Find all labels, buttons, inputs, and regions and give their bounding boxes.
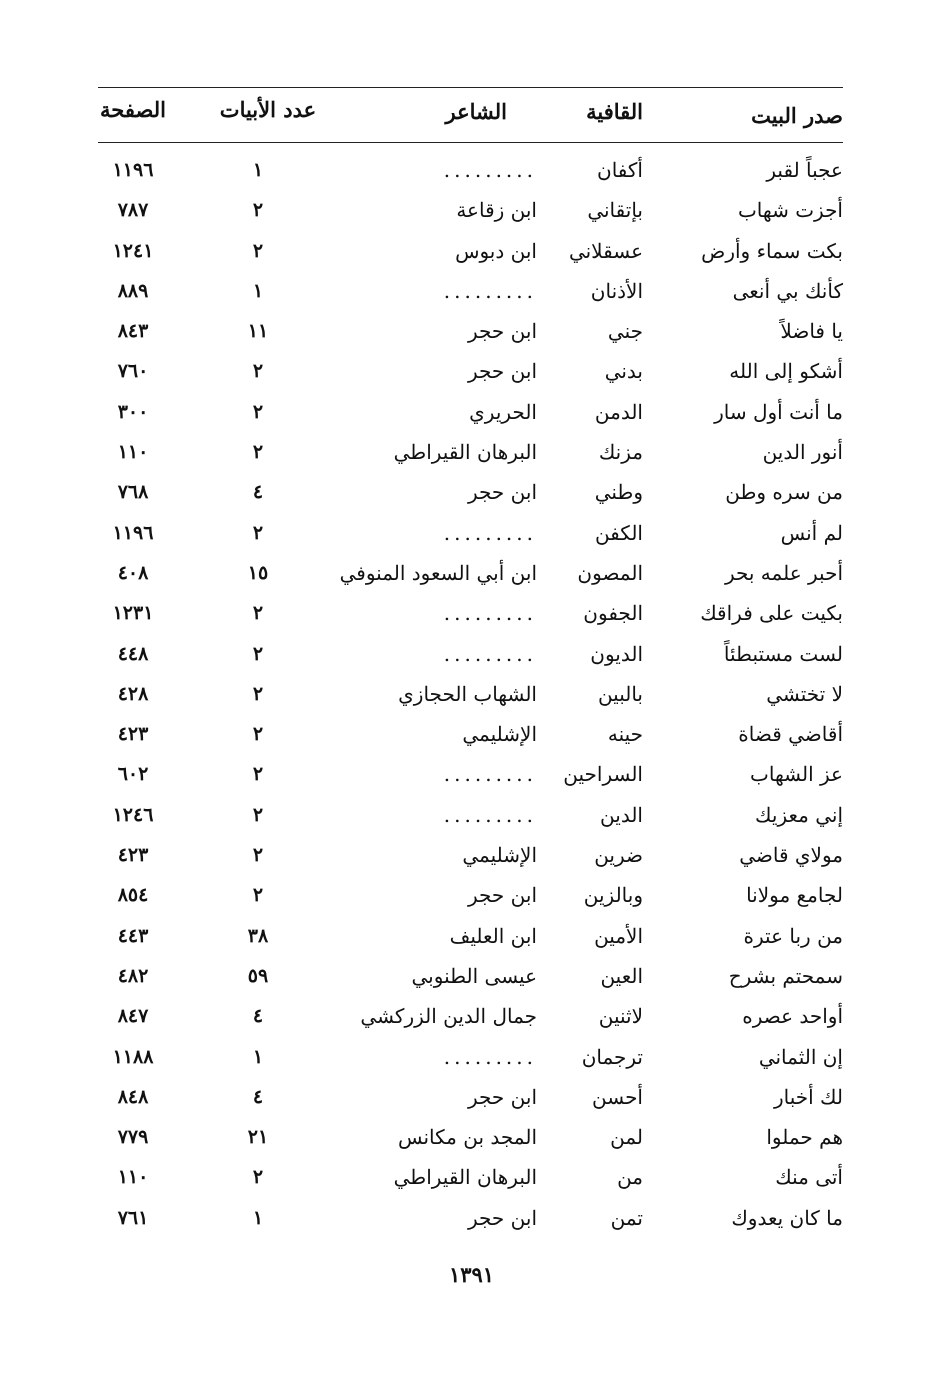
poet-cell: ابن دبوس — [455, 238, 537, 263]
verse-cell: عجباً لقبر — [766, 158, 843, 182]
page-cell: ١١٠ — [117, 441, 149, 464]
verse-cell: ما كان يعدوك — [731, 1205, 843, 1230]
page-cell: ٤٤٣ — [117, 924, 149, 947]
count-cell: ٢ — [252, 602, 264, 625]
page-cell: ٧٨٧ — [117, 199, 149, 222]
count-cell: ١ — [252, 279, 264, 302]
rhyme-cell: الدمن — [594, 399, 643, 424]
page-cell: ٤٠٨ — [117, 561, 149, 584]
page-cell: ٤٢٣ — [117, 844, 149, 867]
page-number: ١٣٩١ — [448, 1262, 495, 1287]
poet-cell: ......... — [443, 762, 537, 787]
page-cell: ٦٠٢ — [117, 763, 149, 786]
count-cell: ٢ — [252, 884, 264, 907]
rhyme-cell: ضرين — [594, 843, 643, 868]
count-cell: ٢ — [252, 682, 264, 705]
page-cell: ٨٥٤ — [117, 884, 149, 907]
count-cell: ٢ — [252, 803, 264, 826]
verse-cell: لا تختشي — [766, 681, 843, 706]
poet-cell: ابن العليف — [449, 923, 537, 948]
table-row — [98, 674, 843, 714]
verse-cell: إني معزيك — [755, 802, 843, 827]
count-cell: ٢ — [252, 521, 264, 544]
page-cell: ١٢٤١ — [112, 239, 154, 262]
rhyme-cell: بالبين — [597, 681, 643, 706]
verse-cell: من ربا عترة — [743, 923, 843, 948]
table-body — [98, 150, 843, 1238]
rhyme-cell: ترجمان — [581, 1044, 643, 1069]
count-cell: ٤ — [252, 481, 264, 504]
table-row — [98, 593, 843, 633]
table-row — [98, 553, 843, 593]
verse-cell: سمحتم بشرح — [728, 963, 843, 988]
page-cell: ١١٠ — [117, 1166, 149, 1189]
poet-cell: ......... — [443, 158, 537, 182]
rhyme-cell: الأذنان — [590, 278, 643, 303]
page-cell: ٤٨٢ — [117, 964, 149, 987]
verse-cell: لست مستبطئاً — [723, 641, 843, 666]
verse-cell: إن الثماني — [758, 1044, 843, 1069]
table-row — [98, 311, 843, 351]
table-row — [98, 472, 843, 512]
count-cell: ٢ — [252, 400, 264, 423]
rhyme-cell: الأمين — [594, 923, 643, 948]
rhyme-cell: بإتقاني — [587, 198, 643, 223]
poet-cell: الإشليمي — [462, 722, 537, 747]
poet-cell: الحريري — [469, 399, 537, 424]
table-row — [98, 190, 843, 230]
count-cell: ٢ — [252, 239, 264, 262]
verse-cell: بكيت على فراقك — [700, 601, 843, 626]
table-row — [98, 835, 843, 875]
count-cell: ١ — [252, 1206, 264, 1229]
table-row — [98, 996, 843, 1036]
verse-cell: أواحد عصره — [742, 1004, 843, 1029]
poet-cell: المجد بن مكانس — [397, 1125, 537, 1150]
table-row — [98, 1157, 843, 1197]
table-header — [98, 92, 843, 138]
poet-cell: البرهان القيراطي — [393, 1165, 537, 1190]
table-row — [98, 513, 843, 553]
rhyme-cell: المصون — [577, 560, 643, 585]
count-cell: ٥٩ — [247, 964, 269, 987]
verse-cell: لم أنس — [780, 520, 843, 545]
count-cell: ٢ — [252, 360, 264, 383]
page-cell: ٤٤٨ — [117, 642, 149, 665]
page-cell: ٤٢٨ — [117, 682, 149, 705]
table-row — [98, 754, 843, 794]
header-poet: الشاعر — [445, 99, 507, 124]
poet-cell: ......... — [443, 802, 537, 827]
page-cell: ١١٩٦ — [112, 159, 154, 181]
poet-cell: ابن حجر — [467, 319, 537, 344]
rhyme-cell: بدني — [604, 359, 643, 384]
page-cell: ١١٩٦ — [112, 521, 154, 544]
verse-cell: هم حملوا — [766, 1125, 843, 1150]
page-cell: ٣٠٠ — [117, 400, 149, 423]
table-row — [98, 392, 843, 432]
poet-cell: ابن حجر — [467, 1205, 537, 1230]
page-cell: ٨٤٨ — [117, 1085, 149, 1108]
rhyme-cell: وبالزين — [583, 883, 643, 908]
verse-cell: عز الشهاب — [750, 762, 843, 787]
table-row — [98, 150, 843, 190]
verse-cell: أشكو إلى الله — [729, 359, 843, 384]
page-cell: ٧٧٩ — [117, 1126, 149, 1149]
table-row — [98, 231, 843, 271]
count-cell: ٢ — [252, 642, 264, 665]
poet-cell: الشهاب الحجازي — [398, 681, 537, 706]
rhyme-cell: جني — [607, 319, 643, 344]
count-cell: ٤ — [252, 1005, 264, 1028]
page-cell: ٧٦١ — [117, 1206, 149, 1229]
table-row — [98, 634, 843, 674]
table-row — [98, 956, 843, 996]
verse-cell: أقاضي قضاة — [738, 722, 843, 747]
table-row — [98, 916, 843, 956]
poet-cell: ابن حجر — [467, 359, 537, 384]
table-row — [98, 351, 843, 391]
page-cell: ١٢٤٦ — [112, 803, 154, 826]
count-cell: ٣٨ — [247, 924, 269, 947]
rhyme-cell: الديون — [590, 641, 643, 666]
poet-cell: ......... — [443, 601, 537, 626]
verse-cell: بكت سماء وأرض — [701, 238, 843, 263]
page-cell: ٤٢٣ — [117, 723, 149, 746]
verse-cell: من سره وطن — [725, 480, 843, 505]
verse-cell: مولاي قاضي — [739, 843, 843, 868]
table-row — [98, 432, 843, 472]
verse-cell: أنور الدين — [762, 440, 843, 465]
table-row — [98, 1198, 843, 1238]
count-cell: ٢ — [252, 441, 264, 464]
rhyme-cell: لمن — [610, 1125, 643, 1150]
table-row — [98, 875, 843, 915]
page-cell: ٨٨٩ — [117, 279, 149, 302]
rhyme-cell: الكفن — [594, 520, 643, 545]
rhyme-cell: أحسن — [592, 1084, 643, 1109]
rhyme-cell: أكفان — [597, 158, 643, 182]
poet-cell: ابن حجر — [467, 1084, 537, 1109]
rhyme-cell: عسقلاني — [568, 238, 643, 263]
page-cell: ٧٦٨ — [117, 481, 149, 504]
verse-cell: يا فاضلاً — [780, 319, 843, 344]
poet-cell: الإشليمي — [462, 843, 537, 868]
count-cell: ٢ — [252, 723, 264, 746]
rhyme-cell: لاثنين — [598, 1004, 643, 1029]
count-cell: ٢ — [252, 1166, 264, 1189]
page-cell: ٧٦٠ — [117, 360, 149, 383]
page-cell: ١٢٣١ — [112, 602, 154, 625]
verse-cell: أجزت شهاب — [737, 198, 843, 223]
table-row — [98, 271, 843, 311]
table-row — [98, 1117, 843, 1157]
poet-cell: ابن حجر — [467, 480, 537, 505]
table-row — [98, 1077, 843, 1117]
header-rhyme: القافية — [586, 99, 643, 124]
rhyme-cell: الجفون — [583, 601, 643, 626]
rhyme-cell: مزنك — [598, 440, 643, 465]
page-cell: ٨٤٧ — [117, 1005, 149, 1028]
count-cell: ١٥ — [247, 561, 269, 584]
count-cell: ٢ — [252, 763, 264, 786]
verse-cell: أحبر علمه بحر — [724, 560, 843, 585]
page-cell: ٨٤٣ — [117, 320, 149, 343]
poet-cell: ......... — [443, 278, 537, 303]
rhyme-cell: السراحين — [563, 762, 643, 787]
page-cell: ١١٨٨ — [112, 1045, 154, 1068]
verse-cell: لجامع مولانا — [746, 883, 843, 908]
header-page: الصفحة — [100, 97, 166, 122]
rhyme-cell: من — [617, 1165, 643, 1190]
poet-cell: ابن حجر — [467, 883, 537, 908]
poet-cell: عيسى الطنوبي — [411, 963, 537, 988]
poet-cell: جمال الدين الزركشي — [360, 1004, 537, 1029]
verse-cell: ما أنت أول سار — [714, 399, 843, 424]
top-rule — [98, 87, 843, 88]
header-verse: صدر البيت — [751, 103, 843, 128]
header-count: عدد الأبيات — [219, 97, 317, 122]
table-row — [98, 714, 843, 754]
rhyme-cell: وطني — [594, 480, 643, 505]
table-row — [98, 795, 843, 835]
count-cell: ١ — [252, 1045, 264, 1068]
rhyme-cell: حينه — [607, 722, 643, 747]
table-row — [98, 1037, 843, 1077]
verse-cell: لك أخبار — [773, 1084, 843, 1109]
poet-cell: البرهان القيراطي — [393, 440, 537, 465]
count-cell: ١ — [252, 159, 264, 181]
count-cell: ٢١ — [247, 1126, 269, 1149]
rhyme-cell: تمن — [610, 1205, 643, 1230]
poet-cell: ......... — [443, 1044, 537, 1069]
verse-cell: أتى منك — [775, 1165, 843, 1190]
rhyme-cell: العين — [600, 963, 643, 988]
poet-cell: ......... — [443, 520, 537, 545]
poet-cell: ......... — [443, 641, 537, 666]
poet-cell: ابن أبي السعود المنوفي — [339, 560, 537, 585]
poet-cell: ابن زقاعة — [456, 198, 537, 223]
verse-cell: كأنك بي أنعى — [732, 278, 843, 303]
rhyme-cell: الدين — [600, 802, 643, 827]
count-cell: ٢ — [252, 199, 264, 222]
count-cell: ٤ — [252, 1085, 264, 1108]
header-rule — [98, 142, 843, 143]
count-cell: ١١ — [247, 320, 269, 343]
count-cell: ٢ — [252, 844, 264, 867]
